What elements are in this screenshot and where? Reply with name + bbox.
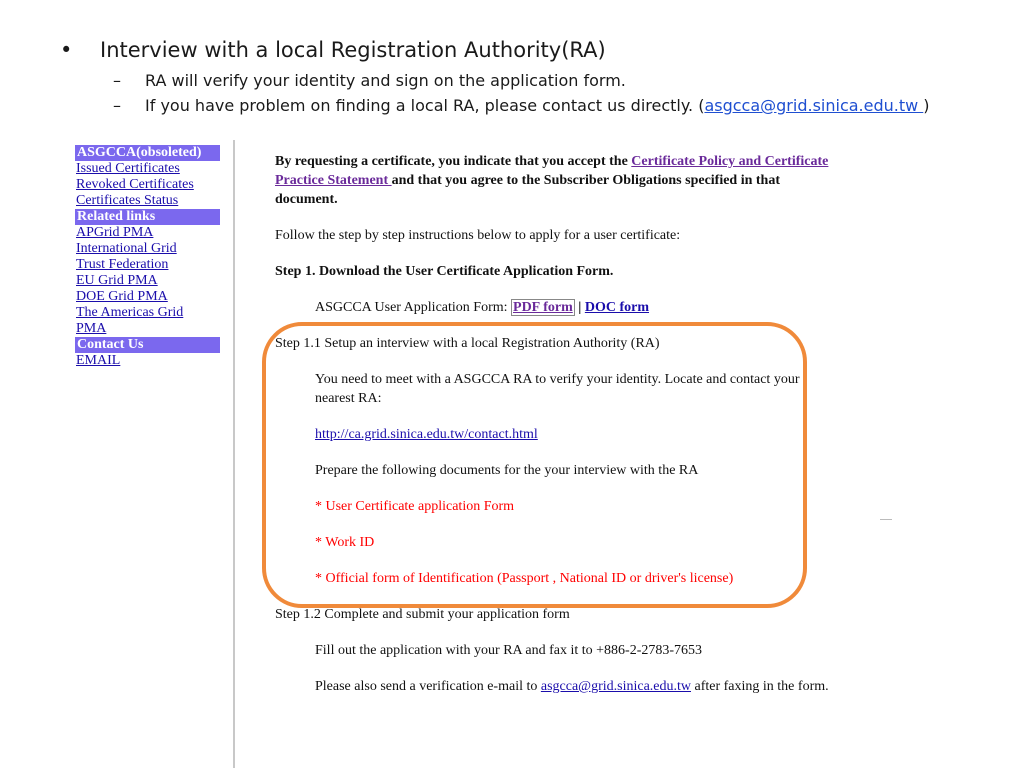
- dash-glyph: –: [113, 71, 121, 90]
- step-1-title: Step 1. Download the User Certificate Application Form.: [275, 264, 614, 279]
- verify-text-2: after faxing in the form.: [691, 679, 829, 694]
- certificate-policy-link[interactable]: Certificate Policy and Certificate Practice Statement: [275, 154, 829, 188]
- prepare-docs-text: Prepare the following documents for the your interview with the RA: [315, 463, 699, 478]
- main-bullet: [60, 38, 606, 62]
- sub-bullet-1-text: RA will verify your identity and sign on the application form.: [145, 71, 626, 90]
- nav-header-asgcca: ASGCCA(obsoleted): [75, 145, 220, 161]
- nav-americas-line-1[interactable]: The Americas Grid: [76, 305, 184, 320]
- nav-eu-grid-pma[interactable]: EU Grid PMA: [76, 273, 158, 288]
- sub-bullet-2: [113, 96, 930, 115]
- sub-bullet-1: [113, 71, 626, 90]
- doc-form-link[interactable]: DOC form: [584, 300, 649, 315]
- step-1-2-title: Step 1.2 Complete and submit your application form: [275, 607, 570, 622]
- sub-bullet-2-text: If you have problem on finding a local RA, please contact us directly. (: [145, 96, 705, 115]
- highlight-callout-box: [262, 322, 807, 608]
- dash-glyph: –: [113, 96, 121, 115]
- nav-email[interactable]: EMAIL: [76, 353, 121, 368]
- pdf-form-link[interactable]: PDF form: [513, 300, 573, 315]
- sub-bullet-2-suffix: ): [923, 96, 930, 115]
- link-separator: |: [574, 300, 585, 315]
- nav-header-contact-us: Contact Us: [75, 337, 220, 353]
- fax-text: Fill out the application with your RA and fax it to +886-2-2783-7653: [315, 643, 703, 658]
- contact-url-link[interactable]: http://ca.grid.sinica.edu.tw/contact.html: [315, 427, 538, 442]
- meet-ra-text: You need to meet with a ASGCCA RA to verify your identity. Locate and contact your nearest RA:: [315, 372, 800, 406]
- nav-certificates-status[interactable]: Certificates Status: [76, 193, 179, 208]
- intro-paragraph: [275, 152, 835, 209]
- required-doc-1: * User Certificate application Form: [315, 499, 515, 514]
- nav-americas-line-2[interactable]: PMA: [76, 321, 107, 336]
- nav-apgrid-pma[interactable]: APGrid PMA: [76, 225, 154, 240]
- verify-text-1: Please also send a verification e-mail to: [315, 679, 541, 694]
- instructions-text: Follow the step by step instructions below to apply for a user certificate:: [275, 228, 681, 243]
- intro-text-1: By requesting a certificate, you indicate that you accept the: [275, 154, 632, 169]
- required-doc-3: * Official form of Identification (Passport , National ID or driver's license): [315, 571, 734, 586]
- sidebar-nav: [75, 145, 220, 369]
- nav-issued-certificates[interactable]: Issued Certificates: [76, 161, 180, 176]
- verification-email-link[interactable]: asgcca@grid.sinica.edu.tw: [540, 679, 691, 694]
- intro-text-2: and that you agree to the Subscriber Obligations specified in that document.: [275, 173, 781, 207]
- required-doc-2: * Work ID: [315, 535, 375, 550]
- bullet-glyph: •: [60, 38, 73, 62]
- contact-email-link[interactable]: asgcca@grid.sinica.edu.tw: [704, 96, 924, 115]
- column-divider: [233, 140, 235, 768]
- nav-revoked-certificates[interactable]: Revoked Certificates: [76, 177, 194, 192]
- nav-doe-grid-pma[interactable]: DOE Grid PMA: [76, 289, 168, 304]
- form-label: ASGCCA User Application Form:: [315, 300, 512, 315]
- nav-igtf-line-1[interactable]: International Grid: [76, 241, 177, 256]
- step-1-1-title: Step 1.1 Setup an interview with a local Registration Authority (RA): [275, 336, 660, 351]
- nav-igtf-line-2[interactable]: Trust Federation: [76, 257, 169, 272]
- verification-paragraph: [275, 677, 835, 696]
- nav-header-related-links: Related links: [75, 209, 220, 225]
- bullet-title: Interview with a local Registration Authority(RA): [100, 38, 606, 62]
- form-download-row: [275, 298, 835, 317]
- screenshot-edge-mark: [880, 519, 892, 520]
